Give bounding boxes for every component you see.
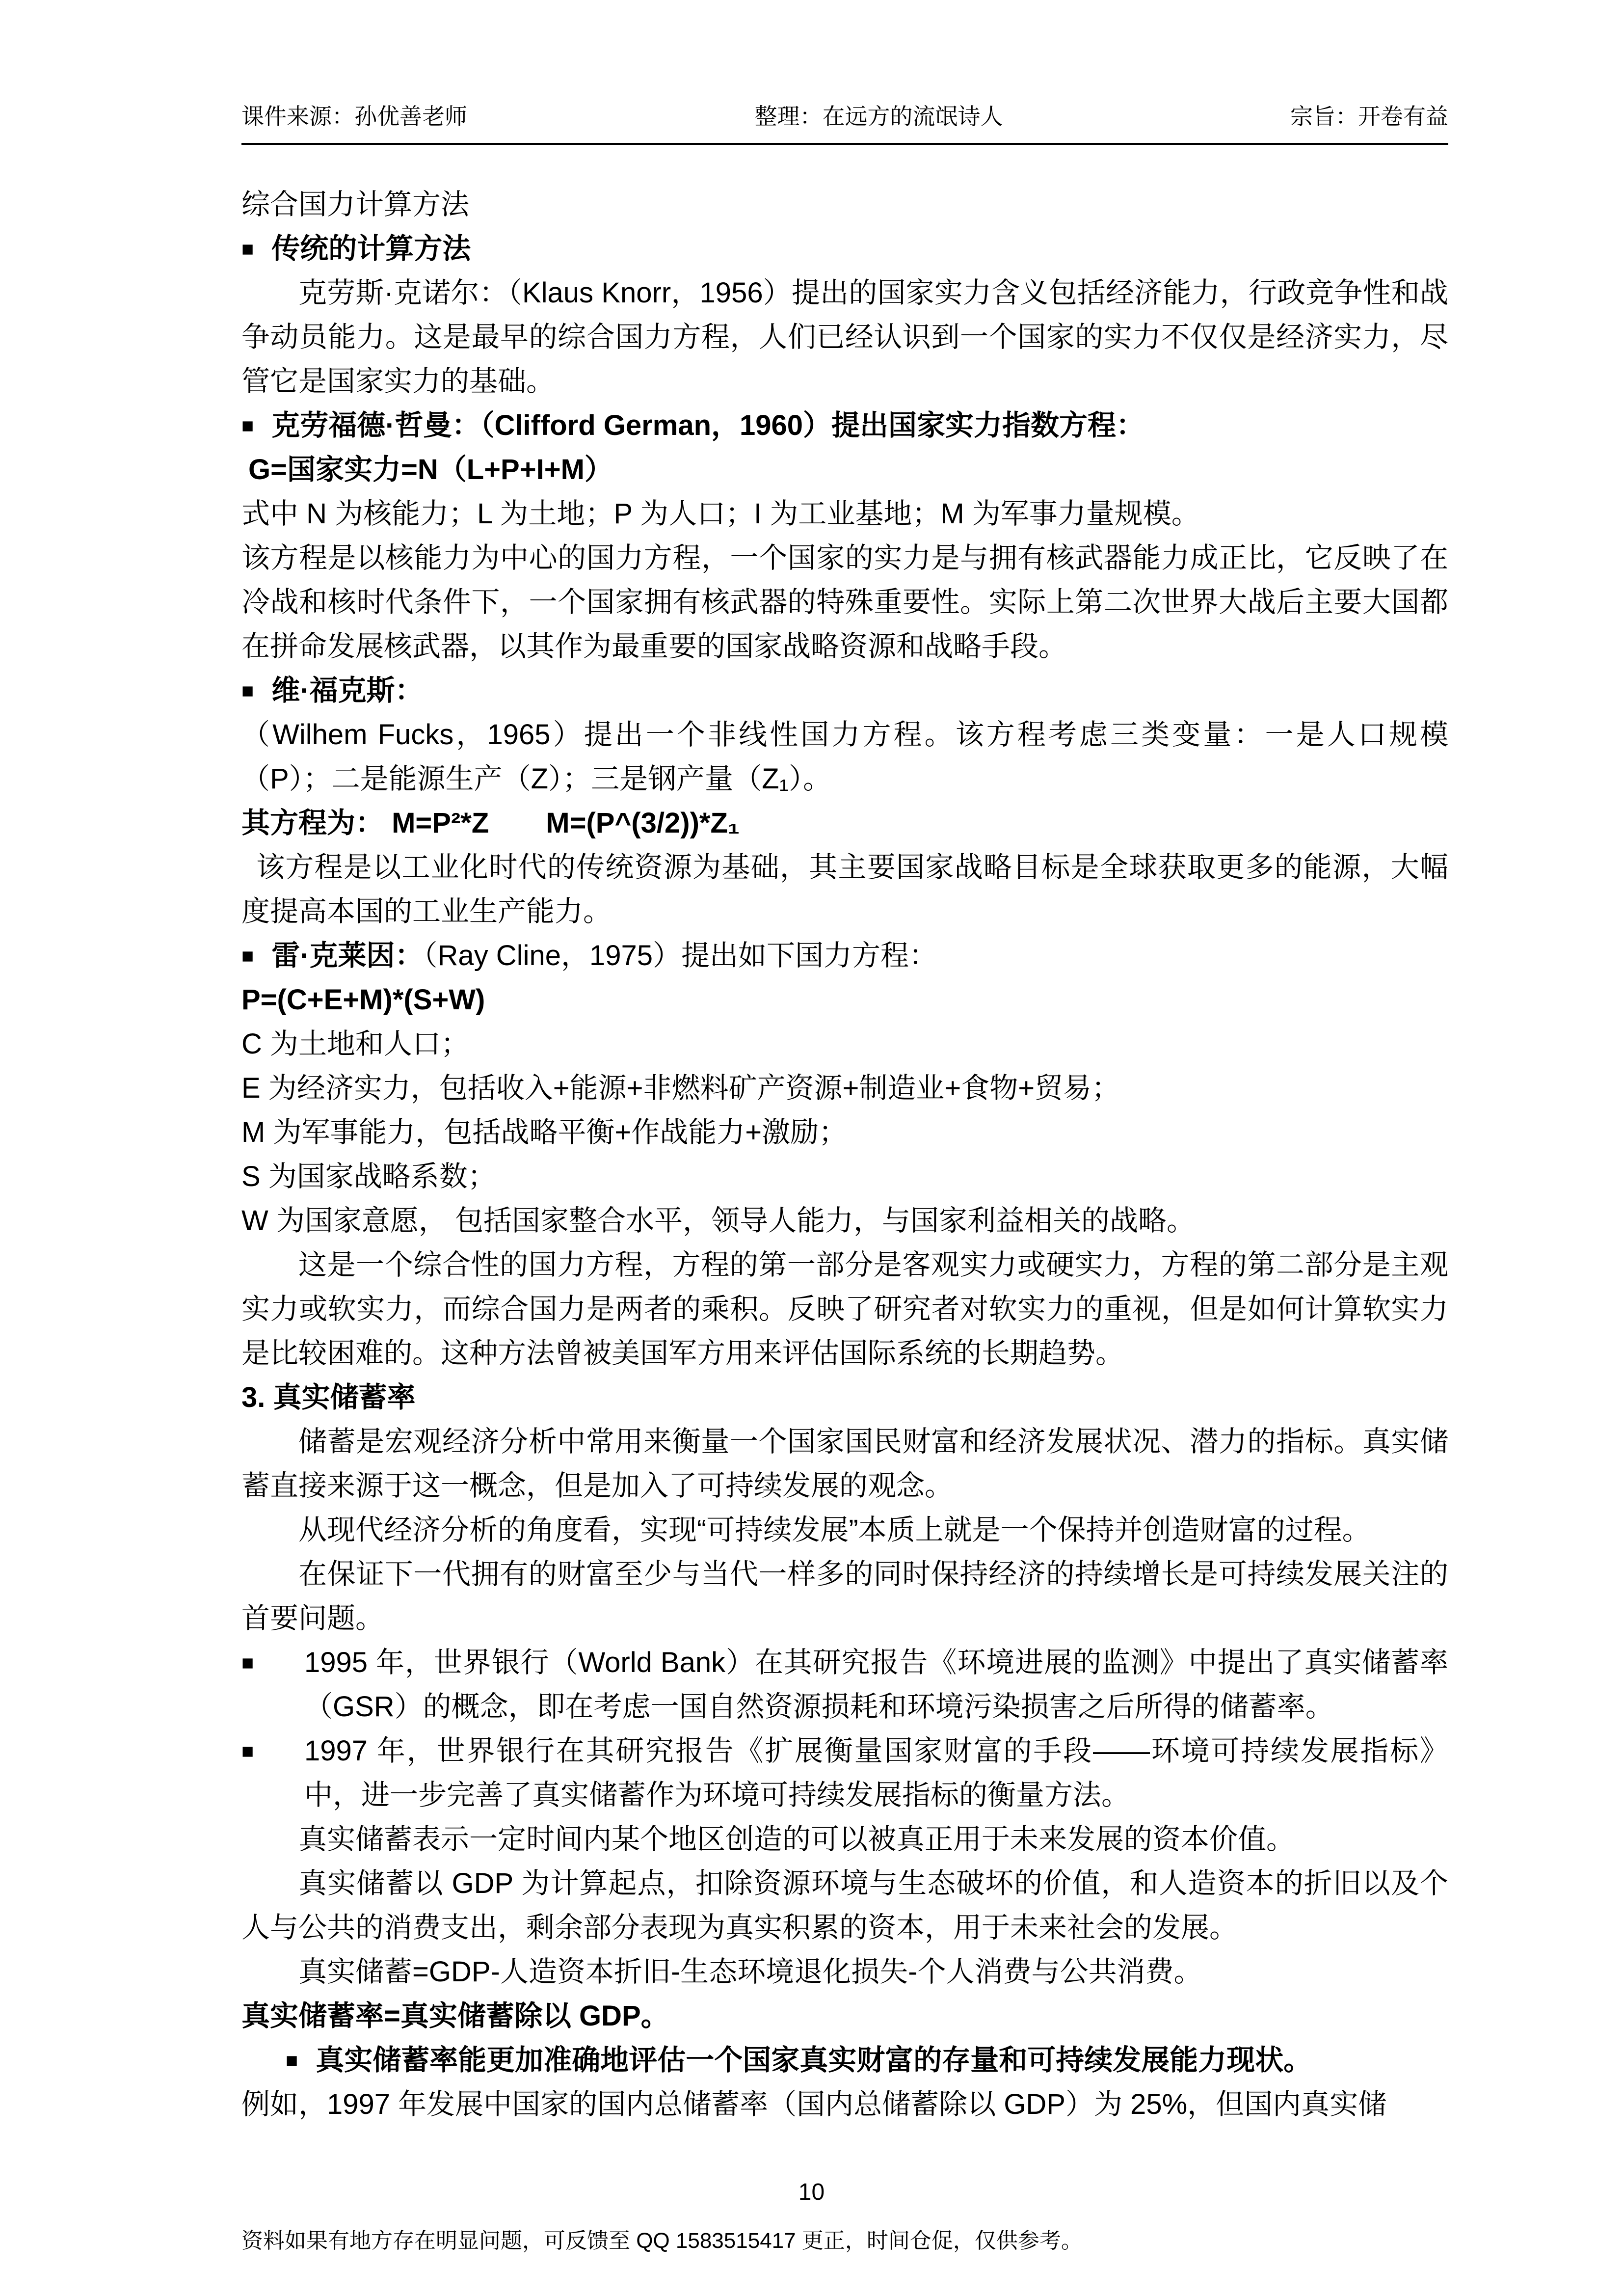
para-fucks: （Wilhem Fucks，1965）提出一个非线性国力方程。该方程考虑三类变量：一是人口规模（P）；二是能源生产（Z）；三是钢产量（Z₁）。 [241,719,1448,795]
bullet-square-icon: ■ [241,679,254,702]
bullet-square-icon: ■ [241,1651,254,1674]
para-real-savings-def: 真实储蓄表示一定时间内某个地区创造的可以被真正用于未来发展的资本价值。 [298,1823,1295,1855]
bullet-text: 1995 年，世界银行（World Bank）在其研究报告《环境进展的监测》中提出了真实储蓄率（GSR）的概念，即在考虑一国自然资源损耗和环境污染损害之后所得的储蓄率。 [304,1647,1448,1723]
para-savings-1: 储蓄是宏观经济分析中常用来衡量一个国家国民财富和经济发展状况、潜力的指标。真实储蓄直接来源于这一概念，但是加入了可持续发展的观念。 [241,1426,1448,1502]
para-industrial: 该方程是以工业化时代的传统资源为基础，其主要国家战略目标是全球获取更多的能源，大幅度提高本国的工业生产能力。 [241,851,1448,927]
bullet-square-icon: ■ [241,414,254,437]
bullet-text: 真实储蓄率能更加准确地评估一个国家真实财富的存量和可持续发展能力现状。 [316,2044,1312,2076]
doc-title: 综合国力计算方法 [241,189,470,220]
formula-g: G=国家实力=N（L+P+I+M） [248,454,613,486]
para-term-w: W 为国家意愿， 包括国家整合水平，领导人能力，与国家利益相关的战略。 [241,1205,1195,1237]
para-nuclear: 该方程是以核能力为中心的国力方程，一个国家的实力是与拥有核武器能力成正比，它反映了在冷战和核时代条件下，一个国家拥有核武器的特殊重要性。实际上第二次世界大战后主要大国都在拼命发展核武器，以其作为最重要的国家战略资源和战略手段。 [241,542,1448,662]
bullet-text: 1997 年，世界银行在其研究报告《扩展衡量国家财富的手段——环境可持续发展指标》中，进一步完善了真实储蓄作为环境可持续发展指标的衡量方法。 [304,1735,1448,1811]
heading-text: 维·福克斯： [271,675,424,706]
bullet-square-icon: ■ [241,237,254,260]
bullet-heading-clifford-german [241,404,1448,448]
para-formula-terms: 式中 N 为核能力；L 为土地；P 为人口；I 为工业基地；M 为军事力量规模。 [241,498,1200,530]
para-term-e: E 为经济实力，包括收入+能源+非燃料矿产资源+制造业+食物+贸易； [241,1072,1120,1104]
heading-text: 传统的计算方法 [271,233,471,265]
header-motto: 宗旨：开卷有益 [1290,104,1448,129]
para-term-s: S 为国家战略系数； [241,1161,496,1192]
para-savings-3: 在保证下一代拥有的财富至少与当代一样多的同时保持经济的持续增长是可持续发展关注的首要问题。 [241,1558,1448,1634]
bullet-real-savings-eval [286,2038,1448,2082]
bullet-heading-ray-cline [241,934,1448,978]
para-summary: 这是一个综合性的国力方程，方程的第一部分是客观实力或硬实力，方程的第二部分是主观实力或软实力，而综合国力是两者的乘积。反映了研究者对软实力的重视，但是如何计算软实力是比较困难的。这种方法曾被美国军方用来评估国际系统的长期趋势。 [241,1249,1448,1369]
bullet-square-icon: ■ [241,944,254,967]
heading-text: 克劳福德·哲曼：（Clifford German，1960）提出国家实力指数方程： [271,409,1145,441]
bullet-square-icon: ■ [286,2049,298,2072]
bullet-1997-world-bank [241,1729,1448,1817]
para-term-m: M 为军事能力，包括战略平衡+作战能力+激励； [241,1116,848,1148]
page-header [241,103,1448,145]
para-savings-2: 从现代经济分析的角度看，实现“可持续发展”本质上就是一个保持并创造财富的过程。 [298,1514,1371,1546]
footer-note: 资料如果有地方存在明显问题，可反馈至 QQ 1583515417 更正，时间仓促，仅供参考。 [241,2229,1083,2253]
heading-real-savings-rate: 3. 真实储蓄率 [241,1381,416,1413]
author-name: 雷·克莱因： [271,940,424,972]
para-example: 例如，1997 年发展中国家的国内总储蓄率（国内总储蓄除以 GDP）为 25%，但国内真实储 [241,2088,1387,2120]
formula-real-savings: 真实储蓄=GDP-人造资本折旧-生态环境退化损失-个人消费与公共消费。 [298,1956,1202,1988]
formula-m: 其方程为： M=P²*Z M=(P^(3/2))*Z₁ [241,807,740,839]
document-body [241,183,1448,2127]
header-source: 课件来源：孙优善老师 [241,104,467,129]
bullet-heading-traditional-method [241,227,1448,271]
para-real-savings-calc: 真实储蓄以 GDP 为计算起点，扣除资源环境与生态破坏的价值，和人造资本的折旧以及个人与公共的消费支出，剩余部分表现为真实积累的资本，用于未来社会的发展。 [241,1867,1448,1944]
page-number: 10 [798,2179,825,2205]
formula-real-savings-rate: 真实储蓄率=真实储蓄除以 GDP。 [241,2000,669,2032]
para-klaus-knorr: 克劳斯·克诺尔：（Klaus Knorr，1956）提出的国家实力含义包括经济能力，行政竞争性和战争动员能力。这是最早的综合国力方程，人们已经认识到一个国家的实力不仅仅是经济实力，尽管它是国家实力的基础。 [241,277,1448,397]
bullet-heading-fucks [241,669,1448,713]
para-term-c: C 为土地和人口； [241,1028,470,1060]
heading-text: （Ray Cline，1975）提出如下国力方程： [423,940,938,972]
formula-p: P=(C+E+M)*(S+W) [241,984,485,1016]
header-editor: 整理：在远方的流氓诗人 [754,104,1003,129]
bullet-square-icon: ■ [241,1739,254,1762]
bullet-1995-world-bank [241,1641,1448,1729]
